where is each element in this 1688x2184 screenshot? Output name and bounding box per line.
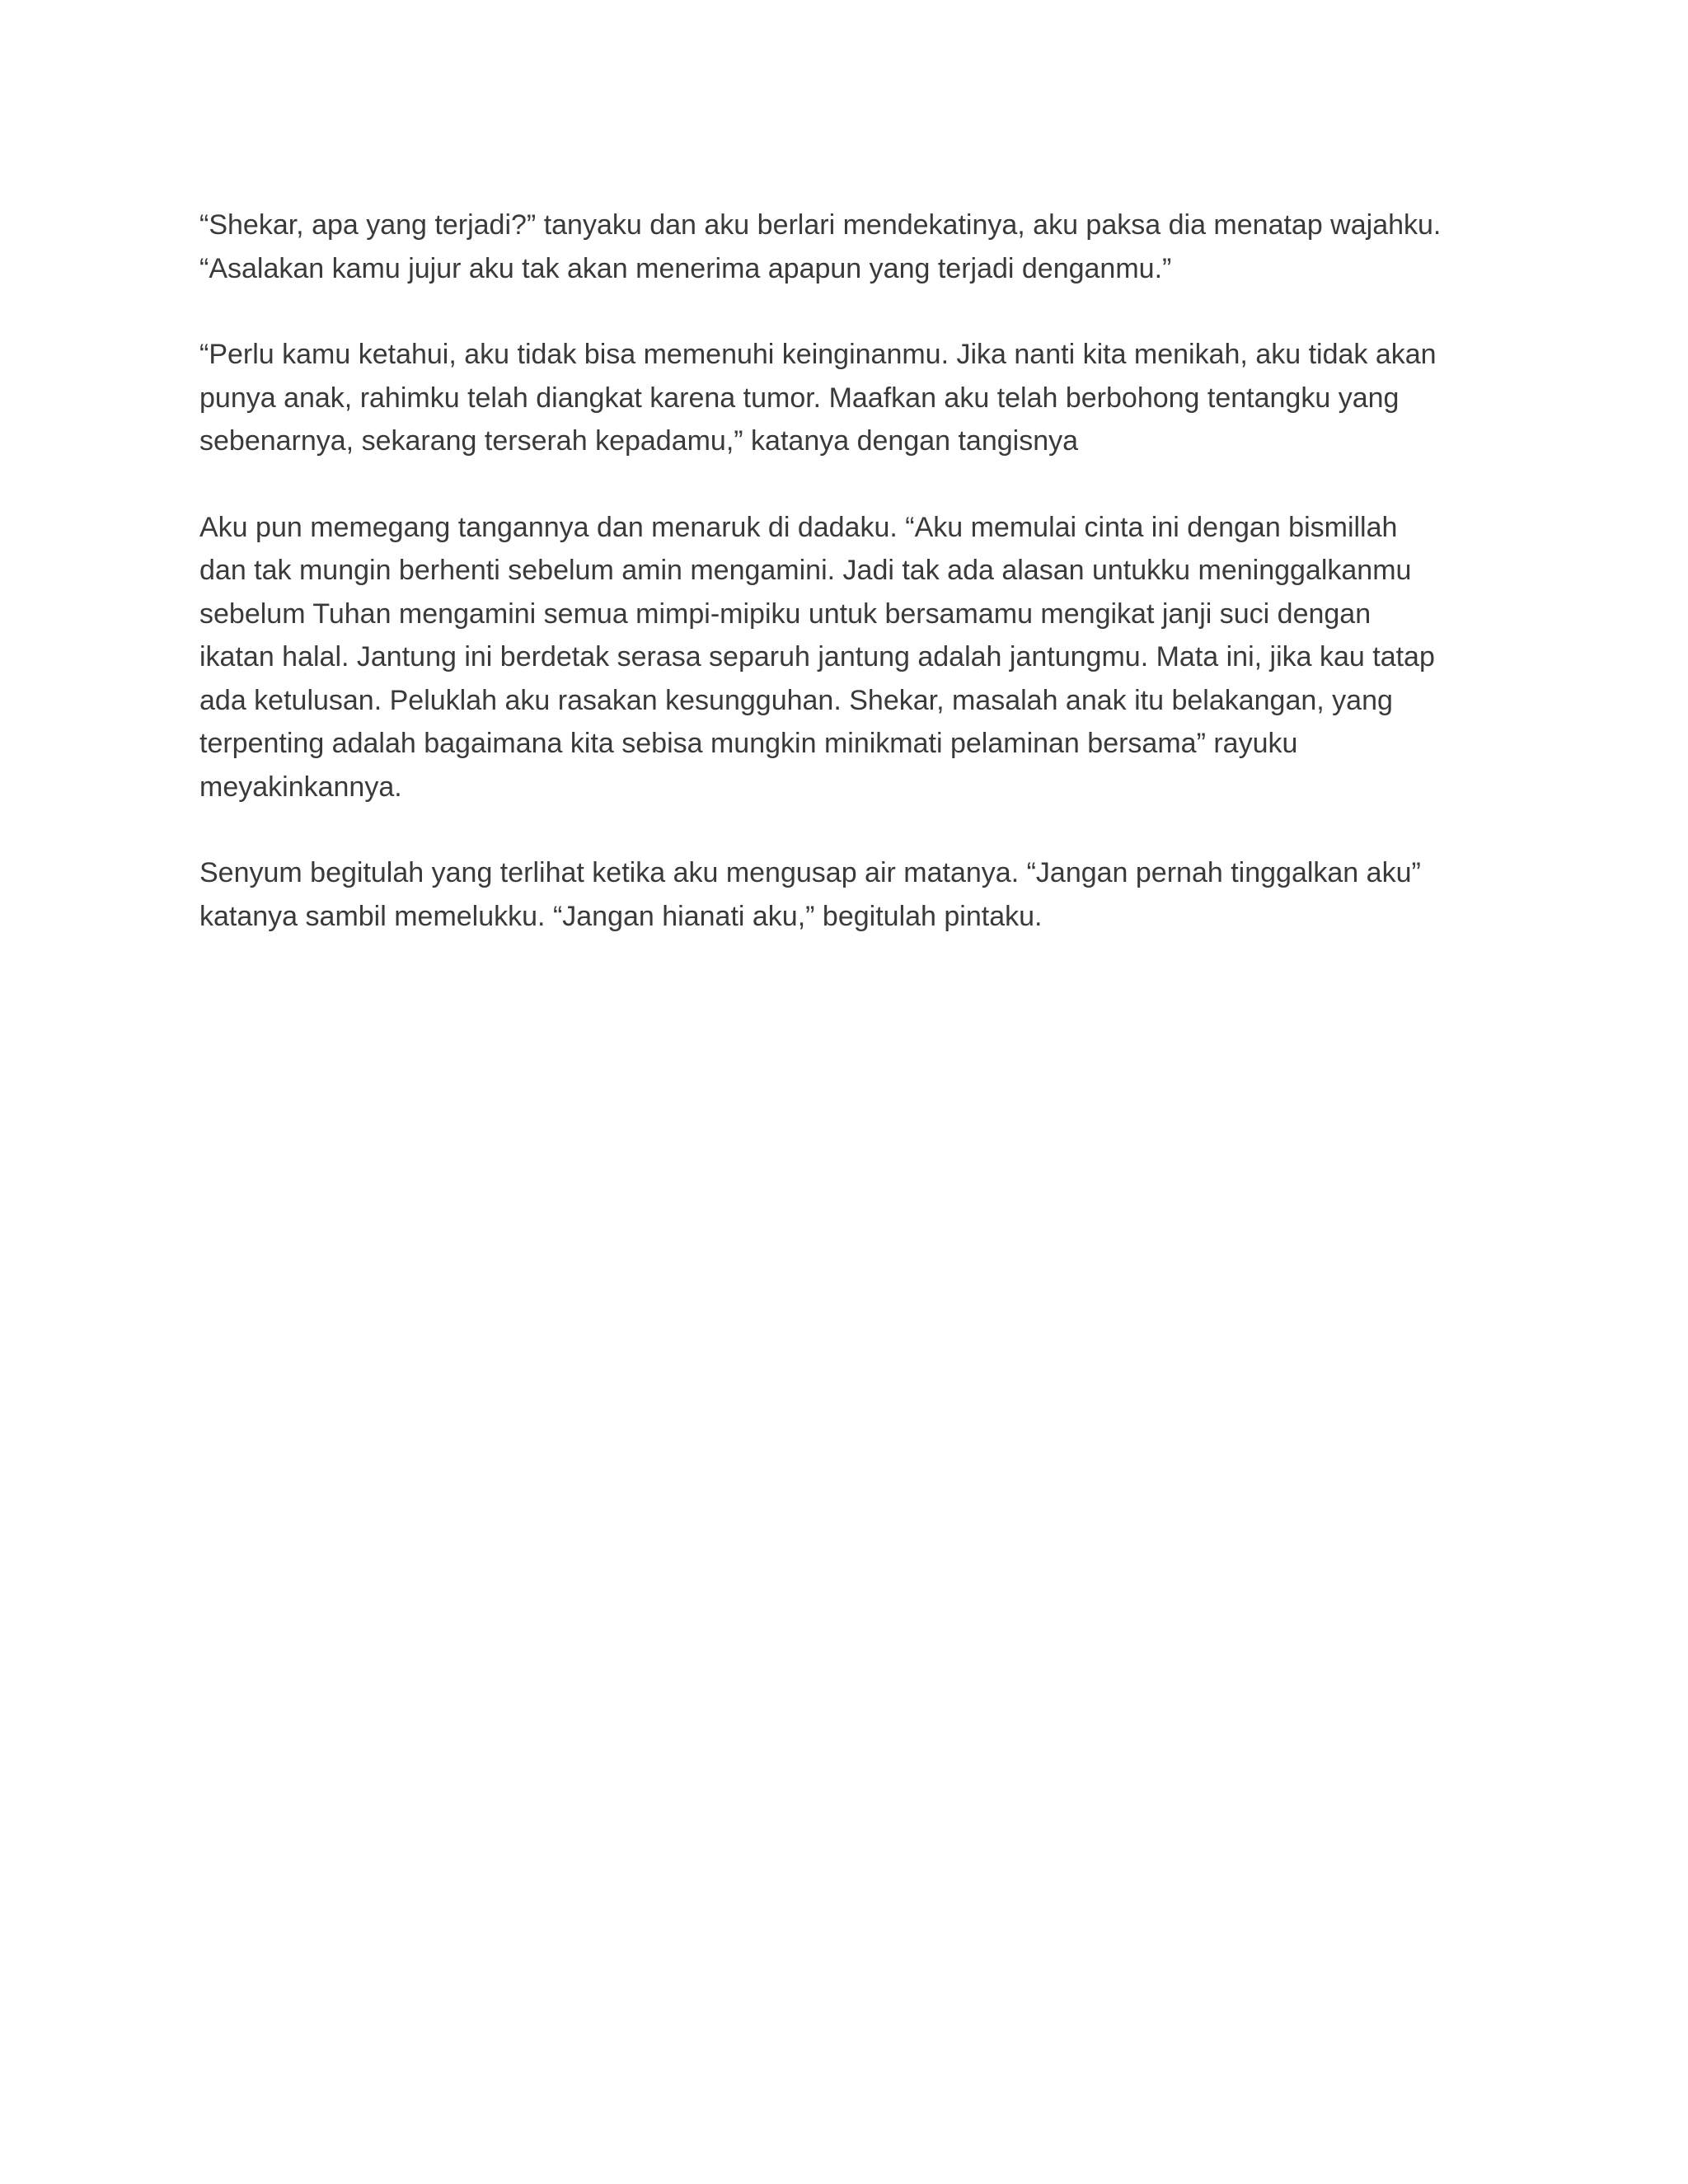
paragraph-2 [199,333,1493,463]
paragraph-3 [199,506,1493,809]
text-line: ikatan halal. Jantung ini berdetak serasa separuh jantung adalah jantungmu. Mata ini, jika kau tatap [199,641,1435,673]
text-line: terpenting adalah bagaimana kita sebisa mungkin minikmati pelaminan bersama” rayuku [199,728,1298,759]
text-line: dan tak mungin berhenti sebelum amin mengamini. Jadi tak ada alasan untukku meninggalkanmu [199,555,1412,586]
text-line: Senyum begitulah yang terlihat ketika aku mengusap air matanya. “Jangan pernah tinggalkan aku” [199,857,1421,888]
text-line: “Asalakan kamu jujur aku tak akan menerima apapun yang terjadi denganmu.” [199,252,1172,284]
text-line: sebelum Tuhan mengamini semua mimpi-mipiku untuk bersamamu mengikat janji suci dengan [199,598,1372,630]
text-line: sebenarnya, sekarang terserah kepadamu,” katanya dengan tangisnya [199,425,1079,457]
text-line: “Shekar, apa yang terjadi?” tanyaku dan aku berlari mendekatinya, aku paksa dia menatap wajahku. [199,209,1442,241]
text-line: punya anak, rahimku telah diangkat karena tumor. Maafkan aku telah berbohong tentangku yang [199,382,1400,414]
text-line: “Perlu kamu ketahui, aku tidak bisa memenuhi keinginanmu. Jika nanti kita menikah, aku tidak akan [199,339,1437,370]
paragraph-4 [199,851,1493,938]
text-line: meyakinkannya. [199,771,402,803]
document-body [199,204,1493,981]
text-line: Aku pun memegang tangannya dan menaruk di dadaku. “Aku memulai cinta ini dengan bismillah [199,511,1398,543]
paragraph-1 [199,204,1493,290]
text-line: ada ketulusan. Peluklah aku rasakan kesungguhan. Shekar, masalah anak itu belakangan, yang [199,684,1393,716]
text-line: katanya sambil memelukku. “Jangan hianati aku,” begitulah pintaku. [199,900,1043,932]
